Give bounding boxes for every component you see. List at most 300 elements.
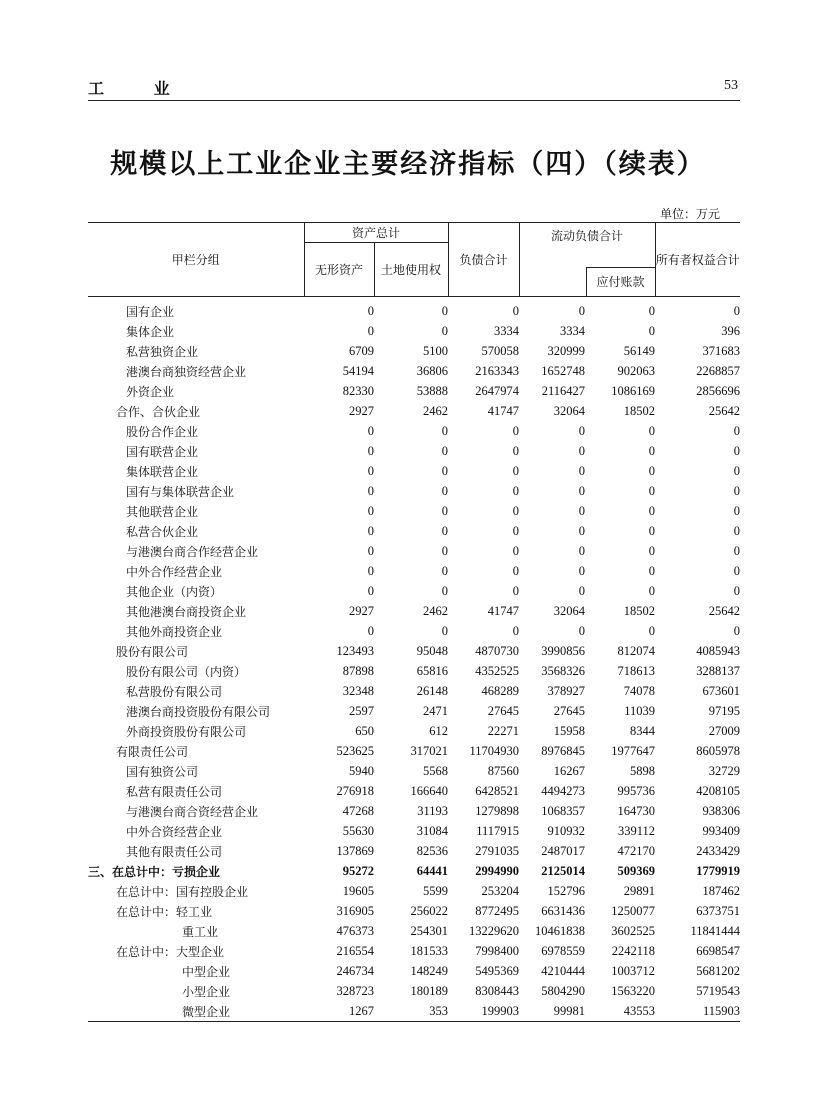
row-value: 570058 (481, 343, 520, 358)
row-value: 0 (648, 523, 656, 538)
table-row (88, 681, 740, 701)
row-label: 私营独资企业 (126, 344, 199, 359)
table-row (88, 921, 740, 941)
row-value: 8976845 (541, 743, 586, 758)
row-label: 中外合资经营企业 (126, 824, 223, 839)
row-value: 36806 (416, 363, 449, 378)
row-value: 1563220 (611, 983, 656, 998)
table-row (88, 801, 740, 821)
table-row (88, 381, 740, 401)
table-row (88, 961, 740, 981)
row-value: 123493 (336, 643, 374, 658)
row-value: 99981 (553, 1003, 586, 1018)
row-label: 集体企业 (126, 324, 175, 339)
table-row (88, 1001, 740, 1022)
row-label: 私营合伙企业 (126, 524, 199, 539)
row-value: 187462 (702, 883, 741, 898)
row-value: 6428521 (475, 783, 520, 798)
row-value: 95048 (416, 643, 449, 658)
row-value: 32064 (553, 403, 586, 418)
row-value: 18502 (623, 603, 656, 618)
page-title: 规模以上工业企业主要经济指标（四）（续表） (110, 149, 706, 180)
row-label: 重工业 (182, 924, 219, 939)
row-value: 3334 (494, 323, 520, 338)
row-value: 995736 (617, 783, 656, 798)
row-value: 87560 (487, 763, 520, 778)
row-value: 0 (441, 563, 449, 578)
row-value: 8308443 (475, 983, 520, 998)
row-value: 2125014 (541, 863, 586, 878)
row-value: 509369 (617, 863, 656, 878)
row-label: 外商投资股份有限公司 (126, 724, 247, 739)
row-value: 6698547 (696, 943, 741, 958)
row-value: 316905 (336, 903, 374, 918)
section-name: 工 业 (88, 79, 192, 98)
header-assets-total: 资产总计 (304, 223, 448, 243)
row-value: 5804290 (541, 983, 586, 998)
row-value: 8772495 (475, 903, 520, 918)
row-value: 5940 (349, 763, 374, 778)
row-value: 54194 (342, 363, 374, 378)
row-value: 216554 (336, 943, 374, 958)
row-value: 199903 (481, 1003, 520, 1018)
row-value: 0 (733, 443, 741, 458)
table-row (88, 581, 740, 601)
row-value: 328723 (336, 983, 374, 998)
row-value: 74078 (623, 683, 656, 698)
row-value: 6978559 (541, 943, 586, 958)
row-value: 0 (578, 623, 586, 638)
row-value: 0 (733, 423, 741, 438)
row-value: 0 (367, 543, 374, 558)
row-value: 97195 (708, 703, 741, 718)
row-value: 11039 (624, 703, 656, 718)
row-value: 0 (578, 423, 586, 438)
row-value: 256022 (410, 903, 449, 918)
row-value: 47268 (342, 803, 374, 818)
row-value: 4494273 (541, 783, 586, 798)
table-row (88, 901, 740, 921)
row-value: 0 (512, 523, 520, 538)
row-value: 0 (512, 463, 520, 478)
row-value: 2116427 (541, 383, 586, 398)
row-value: 1652748 (541, 363, 586, 378)
row-value: 0 (441, 423, 449, 438)
row-value: 5100 (423, 343, 449, 358)
row-value: 353 (429, 1003, 449, 1018)
row-value: 0 (367, 443, 374, 458)
row-value: 22271 (487, 723, 520, 738)
row-value: 41747 (487, 403, 520, 418)
row-value: 4085943 (696, 643, 741, 658)
row-value: 476373 (336, 923, 374, 938)
row-value: 0 (648, 623, 656, 638)
row-value: 32348 (342, 683, 374, 698)
row-label: 其他联营企业 (126, 504, 199, 519)
row-value: 15958 (553, 723, 586, 738)
row-label: 微型企业 (182, 1004, 231, 1019)
row-value: 0 (512, 443, 520, 458)
row-label: 其他企业（内资） (126, 584, 223, 599)
row-value: 2462 (423, 403, 449, 418)
row-value: 3602525 (611, 923, 656, 938)
row-value: 1068357 (541, 803, 586, 818)
table-body (88, 297, 740, 1022)
row-value: 95272 (342, 863, 374, 878)
row-value: 5495369 (475, 963, 520, 978)
row-value: 1250077 (611, 903, 656, 918)
row-value: 152796 (547, 883, 586, 898)
row-value: 11704930 (469, 743, 520, 758)
row-label: 股份有限公司（内资） (126, 664, 247, 679)
row-label: 与港澳台商合作经营企业 (126, 544, 259, 559)
row-value: 5898 (630, 763, 656, 778)
row-label: 国有联营企业 (126, 444, 199, 459)
row-value: 0 (578, 463, 586, 478)
row-label: 私营有限责任公司 (126, 784, 223, 799)
table-row (88, 421, 740, 441)
row-value: 164730 (617, 803, 656, 818)
row-value: 8344 (630, 723, 656, 738)
row-value: 18502 (623, 403, 656, 418)
table-row (88, 861, 740, 881)
row-value: 137869 (336, 843, 374, 858)
row-label: 中型企业 (182, 964, 231, 979)
row-value: 0 (648, 303, 656, 318)
table-row (88, 321, 740, 341)
row-value: 3288137 (696, 663, 741, 678)
row-value: 254301 (410, 923, 449, 938)
row-value: 0 (733, 523, 741, 538)
row-value: 6631436 (541, 903, 586, 918)
row-value: 7998400 (475, 943, 520, 958)
row-value: 2927 (349, 603, 374, 618)
row-value: 0 (441, 583, 449, 598)
row-value: 82536 (416, 843, 449, 858)
row-label: 其他外商投资企业 (126, 624, 223, 639)
row-label: 有限责任公司 (116, 744, 189, 759)
row-value: 0 (512, 303, 520, 318)
row-value: 0 (578, 303, 586, 318)
row-value: 0 (578, 483, 586, 498)
row-value: 27645 (553, 703, 586, 718)
row-value: 1977647 (611, 743, 656, 758)
row-value: 2856696 (696, 383, 741, 398)
row-value: 41747 (487, 603, 520, 618)
table-row (88, 361, 740, 381)
page-number: 53 (724, 78, 738, 93)
row-value: 55630 (342, 823, 374, 838)
row-value: 3990856 (541, 643, 586, 658)
row-value: 1779919 (696, 863, 741, 878)
row-value: 0 (441, 303, 449, 318)
row-value: 253204 (481, 883, 520, 898)
header-land-use: 土地使用权 (374, 243, 448, 297)
row-value: 56149 (623, 343, 656, 358)
row-value: 82330 (342, 383, 374, 398)
header-liabilities: 负债合计 (448, 223, 519, 297)
table-row (88, 561, 740, 581)
row-value: 2597 (349, 703, 374, 718)
row-value: 0 (441, 443, 449, 458)
row-value: 0 (441, 323, 449, 338)
row-value: 0 (441, 543, 449, 558)
table-row (88, 781, 740, 801)
row-value: 8605978 (696, 743, 741, 758)
table-row (88, 661, 740, 681)
row-value: 2994990 (475, 863, 520, 878)
row-value: 472170 (617, 843, 656, 858)
row-value: 673601 (702, 683, 741, 698)
row-value: 32729 (708, 763, 741, 778)
row-value: 0 (578, 443, 586, 458)
row-value: 31084 (416, 823, 449, 838)
row-value: 2647974 (475, 383, 520, 398)
row-value: 1279898 (475, 803, 520, 818)
row-value: 5568 (423, 763, 449, 778)
row-value: 339112 (617, 823, 656, 838)
row-value: 902063 (617, 363, 656, 378)
row-value: 87898 (342, 663, 374, 678)
row-value: 2433429 (696, 843, 741, 858)
row-value: 612 (429, 723, 449, 738)
row-value: 26148 (416, 683, 449, 698)
row-value: 6709 (349, 343, 374, 358)
table-row (88, 821, 740, 841)
row-value: 16267 (553, 763, 586, 778)
table-row (88, 521, 740, 541)
row-label: 港澳台商独资经营企业 (126, 364, 247, 379)
row-value: 993409 (702, 823, 741, 838)
row-value: 4870730 (475, 643, 520, 658)
row-value: 0 (578, 563, 586, 578)
row-value: 0 (441, 503, 449, 518)
header-equity: 所有者权益合计 (655, 223, 740, 297)
row-value: 148249 (410, 963, 449, 978)
row-value: 378927 (547, 683, 586, 698)
unit-label: 单位：万元 (659, 207, 720, 221)
table-row (88, 881, 740, 901)
row-value: 25642 (708, 603, 741, 618)
table-row (88, 297, 740, 322)
row-value: 166640 (410, 783, 449, 798)
table-row (88, 501, 740, 521)
row-value: 0 (648, 423, 656, 438)
row-value: 2462 (423, 603, 449, 618)
row-value: 0 (733, 543, 741, 558)
row-label: 集体联营企业 (126, 464, 199, 479)
row-value: 0 (512, 563, 520, 578)
row-value: 43553 (623, 1003, 656, 1018)
row-value: 27645 (487, 703, 520, 718)
row-value: 1117915 (476, 823, 520, 838)
row-value: 65816 (416, 663, 449, 678)
running-header (88, 70, 740, 101)
row-label: 外资企业 (126, 384, 175, 399)
row-value: 10461838 (535, 923, 586, 938)
row-value: 0 (367, 463, 374, 478)
row-value: 27009 (708, 723, 741, 738)
row-value: 32064 (553, 603, 586, 618)
header-current-liab: 流动负债合计 (551, 229, 624, 243)
row-value: 0 (578, 543, 586, 558)
row-value: 468289 (481, 683, 520, 698)
row-value: 3568326 (541, 663, 586, 678)
row-value: 180189 (410, 983, 449, 998)
row-value: 0 (367, 583, 374, 598)
row-value: 0 (648, 543, 656, 558)
row-label: 股份合作企业 (126, 424, 199, 439)
row-value: 0 (648, 583, 656, 598)
table-row (88, 721, 740, 741)
table-row (88, 701, 740, 721)
table-row (88, 401, 740, 421)
row-value: 2163343 (475, 363, 520, 378)
row-value: 1003712 (611, 963, 656, 978)
row-value: 6373751 (696, 903, 741, 918)
row-value: 396 (721, 323, 741, 338)
table-row (88, 541, 740, 561)
row-value: 2791035 (475, 843, 520, 858)
row-label: 其他港澳台商投资企业 (126, 604, 247, 619)
row-value: 718613 (617, 663, 656, 678)
row-value: 2927 (349, 403, 374, 418)
table-row (88, 341, 740, 361)
row-value: 0 (733, 483, 741, 498)
row-value: 2268857 (696, 363, 741, 378)
row-value: 0 (648, 463, 656, 478)
row-label: 港澳台商投资股份有限公司 (126, 704, 271, 719)
row-value: 0 (367, 323, 374, 338)
row-label: 中外合作经营企业 (126, 564, 223, 579)
row-value: 0 (512, 583, 520, 598)
row-value: 0 (367, 503, 374, 518)
row-value: 0 (512, 423, 520, 438)
row-value: 0 (648, 483, 656, 498)
row-value: 0 (578, 503, 586, 518)
row-value: 0 (441, 463, 449, 478)
row-value: 0 (733, 503, 741, 518)
table-row (88, 841, 740, 861)
row-value: 0 (367, 483, 374, 498)
row-value: 0 (367, 423, 374, 438)
row-value: 0 (648, 323, 656, 338)
row-label: 合作、合伙企业 (116, 404, 201, 419)
row-value: 0 (367, 563, 374, 578)
table-row (88, 941, 740, 961)
row-value: 0 (578, 583, 586, 598)
row-label: 在总计中：大型企业 (116, 944, 225, 959)
row-value: 3334 (560, 323, 586, 338)
row-value: 317021 (410, 743, 449, 758)
table-row (88, 441, 740, 461)
row-value: 0 (512, 483, 520, 498)
row-value: 29891 (623, 883, 656, 898)
header-current-liab-group (519, 223, 655, 297)
indicator-table (88, 222, 740, 1022)
row-value: 276918 (336, 783, 374, 798)
row-label: 小型企业 (182, 984, 231, 999)
table-row (88, 621, 740, 641)
row-value: 0 (733, 583, 741, 598)
header-intangible: 无形资产 (304, 243, 374, 297)
table-row (88, 981, 740, 1001)
row-value: 2471 (423, 703, 449, 718)
row-value: 13229620 (469, 923, 520, 938)
row-value: 11841444 (690, 923, 741, 938)
row-label: 国有独资公司 (126, 764, 199, 779)
row-value: 4210444 (541, 963, 586, 978)
row-value: 0 (367, 623, 374, 638)
row-value: 1267 (349, 1003, 374, 1018)
row-value: 115903 (702, 1003, 741, 1018)
row-value: 0 (578, 523, 586, 538)
row-value: 246734 (336, 963, 374, 978)
row-value: 0 (441, 483, 449, 498)
row-value: 5719543 (696, 983, 741, 998)
table-row (88, 761, 740, 781)
row-value: 0 (441, 523, 449, 538)
row-value: 523625 (336, 743, 374, 758)
table-header (88, 223, 740, 297)
row-value: 0 (648, 443, 656, 458)
row-label: 在总计中：轻工业 (116, 904, 213, 919)
row-label: 与港澳台商合资经营企业 (126, 804, 259, 819)
row-value: 1086169 (611, 383, 656, 398)
row-label: 三、在总计中：亏损企业 (88, 864, 221, 879)
row-value: 650 (355, 723, 374, 738)
row-value: 25642 (708, 403, 741, 418)
row-label: 其他有限责任公司 (126, 844, 223, 859)
table-row (88, 641, 740, 661)
row-value: 19605 (342, 883, 374, 898)
row-value: 0 (733, 563, 741, 578)
row-value: 0 (512, 503, 520, 518)
row-value: 0 (512, 623, 520, 638)
row-value: 31193 (417, 803, 449, 818)
row-value: 0 (441, 623, 449, 638)
row-label: 国有企业 (126, 304, 175, 319)
row-value: 2242118 (611, 943, 656, 958)
row-value: 53888 (416, 383, 449, 398)
row-value: 938306 (702, 803, 741, 818)
table-row (88, 461, 740, 481)
row-value: 0 (648, 563, 656, 578)
row-value: 0 (367, 303, 374, 318)
row-value: 812074 (617, 643, 656, 658)
row-value: 0 (733, 623, 741, 638)
row-value: 910932 (547, 823, 586, 838)
row-value: 4208105 (696, 783, 741, 798)
row-label: 私营股份有限公司 (126, 684, 223, 699)
row-value: 0 (648, 503, 656, 518)
row-value: 0 (367, 523, 374, 538)
row-label: 股份有限公司 (116, 644, 189, 659)
row-value: 4352525 (475, 663, 520, 678)
row-label: 国有与集体联营企业 (126, 484, 235, 499)
row-value: 181533 (410, 943, 449, 958)
table-row (88, 741, 740, 761)
row-value: 2487017 (541, 843, 586, 858)
row-value: 5681202 (696, 963, 741, 978)
row-label: 在总计中：国有控股企业 (116, 884, 249, 899)
table-row (88, 601, 740, 621)
row-value: 5599 (423, 883, 449, 898)
row-value: 320999 (547, 343, 586, 358)
row-value: 371683 (702, 343, 741, 358)
row-value: 0 (733, 463, 741, 478)
row-value: 0 (512, 543, 520, 558)
